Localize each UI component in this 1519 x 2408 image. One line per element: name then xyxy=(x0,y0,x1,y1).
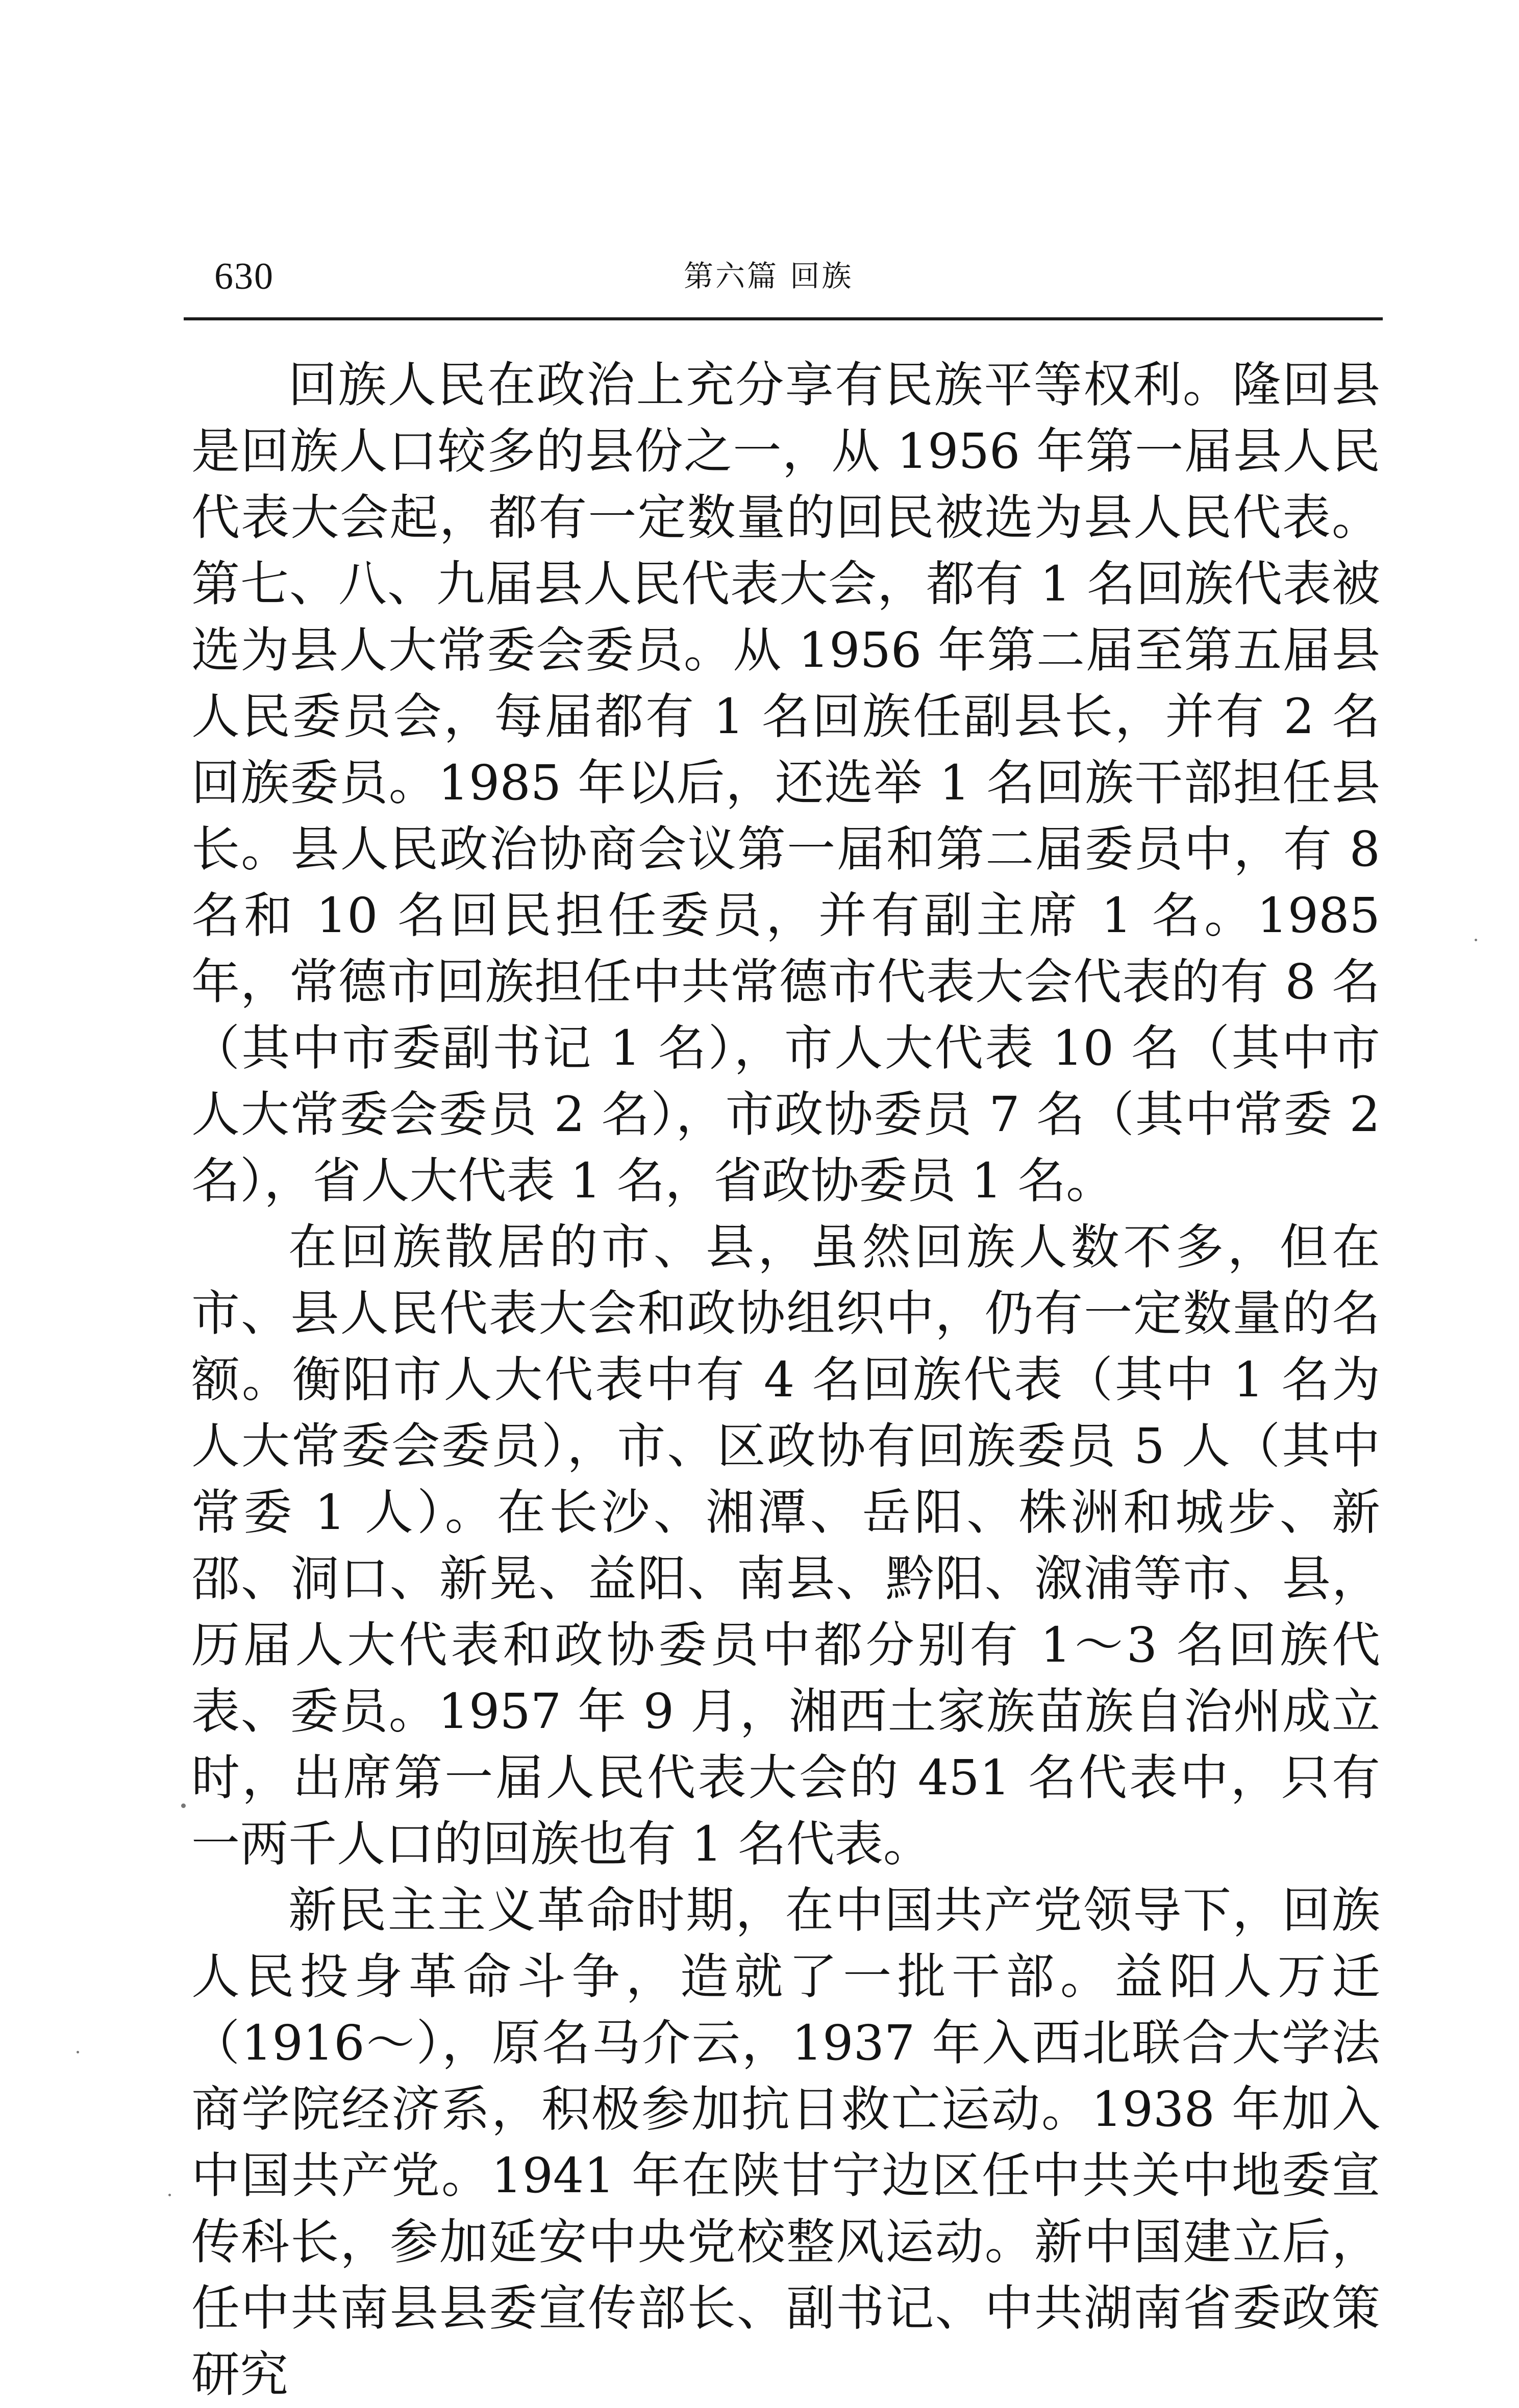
scan-speck xyxy=(77,2051,79,2053)
header-divider xyxy=(184,317,1383,320)
scan-speck xyxy=(181,1803,186,1808)
body-text xyxy=(191,352,1380,2408)
scan-speck xyxy=(1475,939,1477,941)
scan-speck xyxy=(168,2194,171,2196)
paragraph-2: 在回族散居的市、县，虽然回族人数不多，但在市、县人民代表大会和政协组织中，仍有一定数量的名额。衡阳市人大代表中有 4 名回族代表（其中 1 名为人大常委会委员），市、区政协有回族委员 5 人（其中常委 1 人）。在长沙、湘潭、岳阳、株洲和城步、新邵、洞口、新晃、益阳、南县、黔阳、溆浦等市、县，历届人大代表和政协委员中都分别有 1～3 名回族代表、委员。1957 年 9 月，湘西土家族苗族自治州成立时，出席第一届人民代表大会的 451 名代表中，只有一两千人口的回族也有 1 名代表。 xyxy=(191,1219,1380,1872)
running-header-title: 第六篇 回族 xyxy=(684,259,854,293)
page-number: 630 xyxy=(214,256,274,297)
paragraph-3: 新民主主义革命时期，在中国共产党领导下，回族人民投身革命斗争，造就了一批干部。益阳人万迁（1916～），原名马介云，1937 年入西北联合大学法商学院经济系，积极参加抗日救亡运动。1938 年加入中国共产党。1941 年在陕甘宁边区任中共关中地委宣传科长，参加延安中央党校整风运动。新中国建立后，任中共南县县委宣传部长、副书记、中共湖南省委政策研究 xyxy=(191,1883,1380,2403)
paragraph-1: 回族人民在政治上充分享有民族平等权利。隆回县是回族人口较多的县份之一，从 1956 年第一届县人民代表大会起，都有一定数量的回民被选为县人民代表。第七、八、九届县人民代表大会，都有 1 名回族代表被选为县人大常委会委员。从 1956 年第二届至第五届县人民委员会，每届都有 1 名回族任副县长，并有 2 名回族委员。1985 年以后，还选举 1 名回族干部担任县长。县人民政治协商会议第一届和第二届委员中，有 8 名和 10 名回民担任委员，并有副主席 1 名。1985 年，常德市回族担任中共常德市代表大会代表的有 8 名（其中市委副书记 1 名），市人大代表 10 名（其中市人大常委会委员 2 名），市政协委员 7 名（其中常委 2 名），省人大代表 1 名，省政协委员 1 名。 xyxy=(191,357,1380,1209)
